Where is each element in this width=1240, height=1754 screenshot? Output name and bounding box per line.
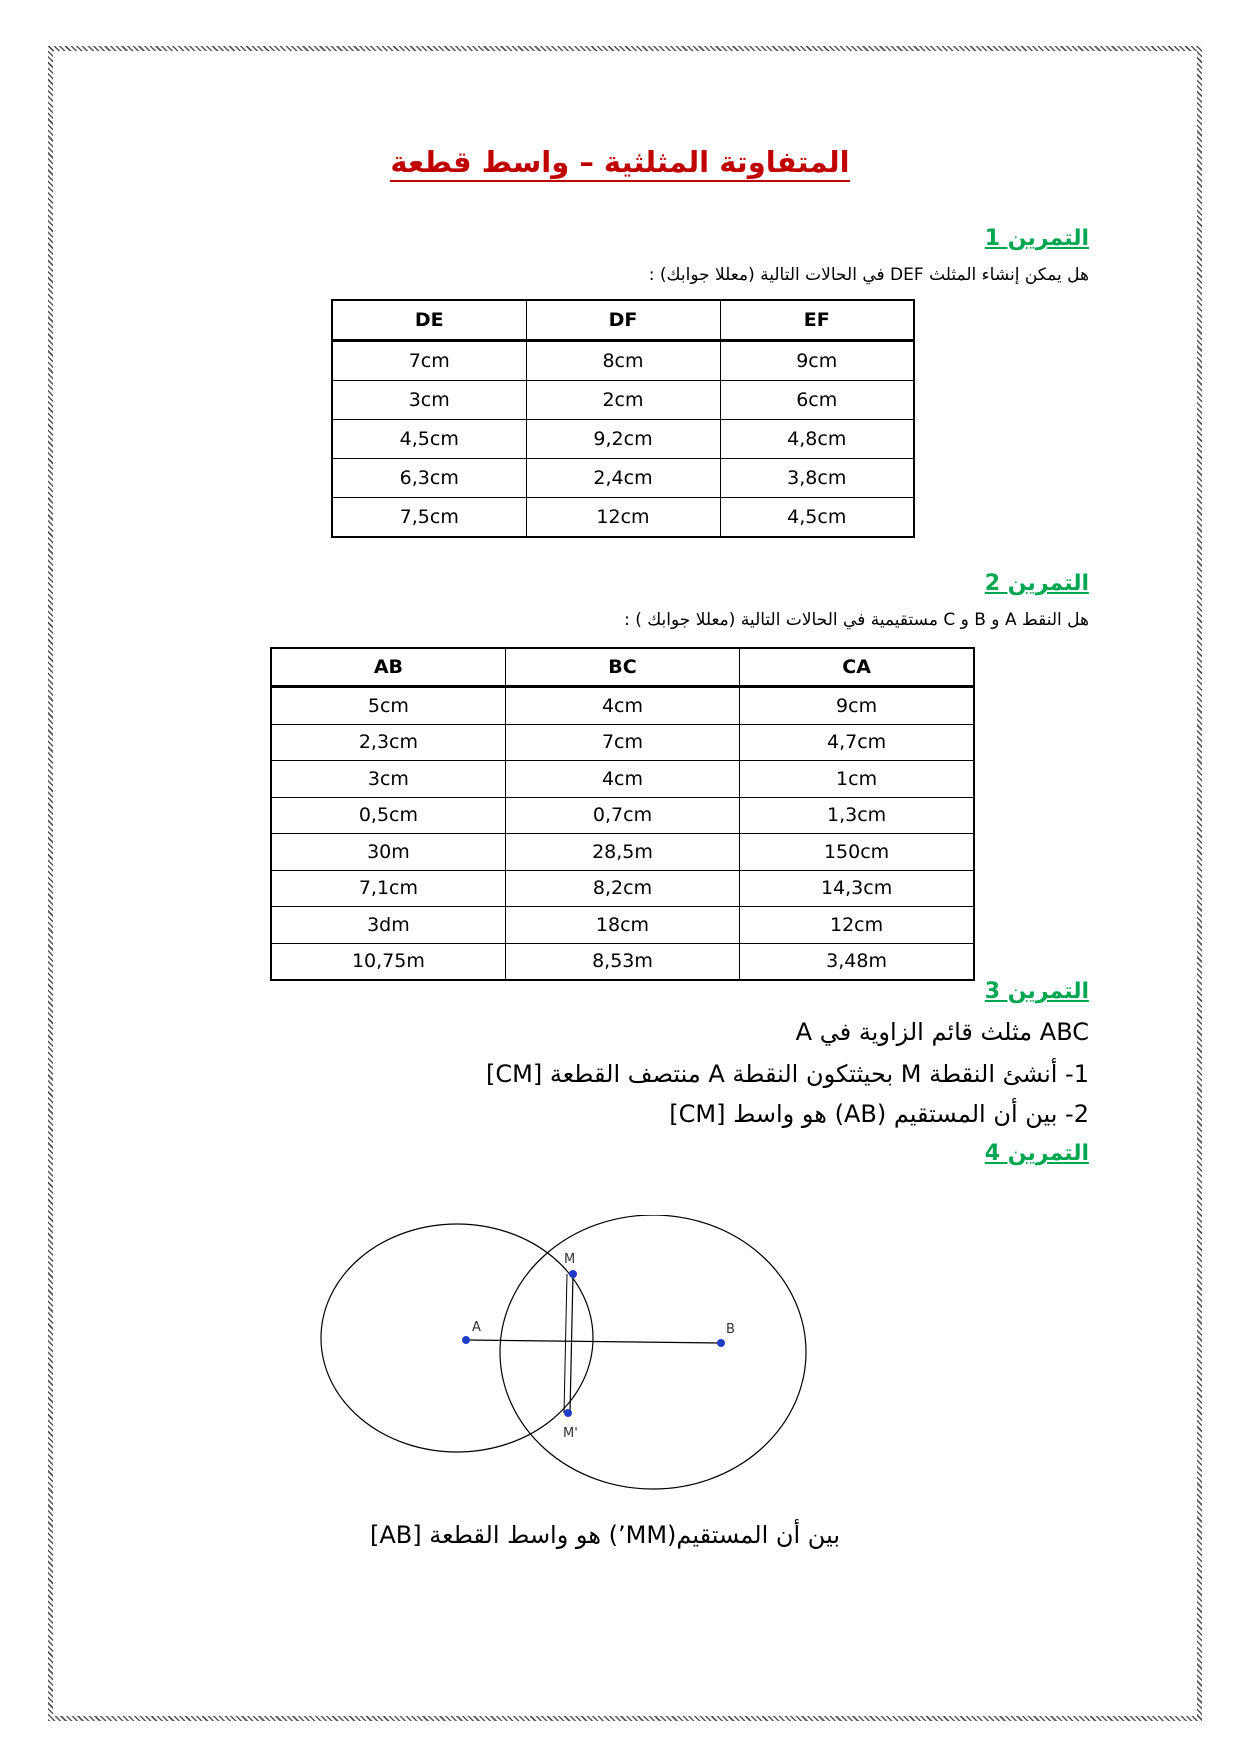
column-header: EF <box>720 300 914 341</box>
table-cell: 4,5cm <box>720 498 914 538</box>
table-cell: 4cm <box>505 687 739 725</box>
exercise-2-table <box>270 647 975 981</box>
table-cell: 12cm <box>740 907 974 944</box>
table-cell: 3,48m <box>740 943 974 980</box>
table-cell: 4,7cm <box>740 724 974 761</box>
table-row <box>271 834 974 871</box>
table-cell: 12cm <box>526 498 720 538</box>
segment-mm-shadow <box>564 1274 567 1413</box>
label-a: A <box>472 1320 481 1335</box>
table-cell: 3dm <box>271 907 505 944</box>
exercise-2-question: هل النقط A و B و C مستقيمية في الحالات التالية (معللا جوابك ) : <box>624 610 1089 630</box>
exercise-2-heading: التمرين 2 <box>984 571 1089 596</box>
table-row <box>271 907 974 944</box>
table-cell: 4cm <box>505 761 739 798</box>
table-row <box>332 381 914 420</box>
table-row <box>271 797 974 834</box>
exercise-1-table <box>331 299 915 538</box>
label-m: M <box>564 1252 576 1267</box>
page-title: المتفاوتة المثلثية – واسط قطعة <box>0 145 1240 179</box>
column-header: DF <box>526 300 720 341</box>
table-cell: 3cm <box>332 381 526 420</box>
point-m <box>569 1270 577 1278</box>
perpendicular-bisector-figure <box>320 1215 910 1497</box>
table-row <box>332 498 914 538</box>
table-cell: 1,3cm <box>740 797 974 834</box>
table-cell: 9cm <box>720 341 914 381</box>
table-cell: 6,3cm <box>332 459 526 498</box>
column-header: CA <box>740 648 974 687</box>
table-cell: 5cm <box>271 687 505 725</box>
table-cell: 7,5cm <box>332 498 526 538</box>
table-row <box>271 687 974 725</box>
table-cell: 7,1cm <box>271 870 505 907</box>
table-row <box>332 459 914 498</box>
label-b: B <box>726 1322 735 1337</box>
table-cell: 4,8cm <box>720 420 914 459</box>
table-cell: 14,3cm <box>740 870 974 907</box>
table-cell: 2cm <box>526 381 720 420</box>
table-cell: 1cm <box>740 761 974 798</box>
column-header: AB <box>271 648 505 687</box>
column-header: DE <box>332 300 526 341</box>
table-cell: 7cm <box>332 341 526 381</box>
table-header-row <box>332 300 914 341</box>
label-m-prime: M' <box>563 1426 578 1441</box>
table-row <box>271 943 974 980</box>
table-cell: 2,4cm <box>526 459 720 498</box>
table-row <box>271 761 974 798</box>
table-cell: 6cm <box>720 381 914 420</box>
point-a <box>462 1336 470 1344</box>
circle-a <box>321 1224 593 1452</box>
exercise-3-line-1: ABC مثلث قائم الزاوية في A <box>795 1018 1089 1046</box>
table-cell: 7cm <box>505 724 739 761</box>
table-cell: 18cm <box>505 907 739 944</box>
table-cell: 9cm <box>740 687 974 725</box>
exercise-4-heading: التمرين 4 <box>984 1141 1089 1166</box>
exercise-3-line-2: 1- أنشئ النقطة M بحيثتكون النقطة A منتصف القطعة [CM] <box>486 1060 1089 1088</box>
table-row <box>271 724 974 761</box>
table-cell: 8,53m <box>505 943 739 980</box>
table-cell: 3,8cm <box>720 459 914 498</box>
table-cell: 4,5cm <box>332 420 526 459</box>
table-cell: 150cm <box>740 834 974 871</box>
point-b <box>717 1339 725 1347</box>
table-header-row <box>271 648 974 687</box>
table-cell: 8,2cm <box>505 870 739 907</box>
table-cell: 10,75m <box>271 943 505 980</box>
table-row <box>332 420 914 459</box>
exercise-3-heading: التمرين 3 <box>984 979 1089 1004</box>
exercise-1-question: هل يمكن إنشاء المثلث DEF في الحالات التالية (معللا جوابك) : <box>648 265 1089 285</box>
table-cell: 0,5cm <box>271 797 505 834</box>
table-cell: 8cm <box>526 341 720 381</box>
exercise-3-line-3: 2- بين أن المستقيم (AB) هو واسط [CM] <box>669 1100 1089 1128</box>
table-cell: 2,3cm <box>271 724 505 761</box>
exercise-1-heading: التمرين 1 <box>984 226 1089 251</box>
exercise-4-question: بين أن المستقيم(MM’) هو واسط القطعة [AB] <box>370 1521 840 1549</box>
segment-mm <box>570 1274 573 1413</box>
circle-b <box>500 1215 806 1489</box>
table-row <box>271 870 974 907</box>
column-header: BC <box>505 648 739 687</box>
table-row <box>332 341 914 381</box>
table-cell: 0,7cm <box>505 797 739 834</box>
table-cell: 28,5m <box>505 834 739 871</box>
table-cell: 30m <box>271 834 505 871</box>
table-cell: 9,2cm <box>526 420 720 459</box>
table-cell: 3cm <box>271 761 505 798</box>
point-m-prime <box>564 1409 572 1417</box>
